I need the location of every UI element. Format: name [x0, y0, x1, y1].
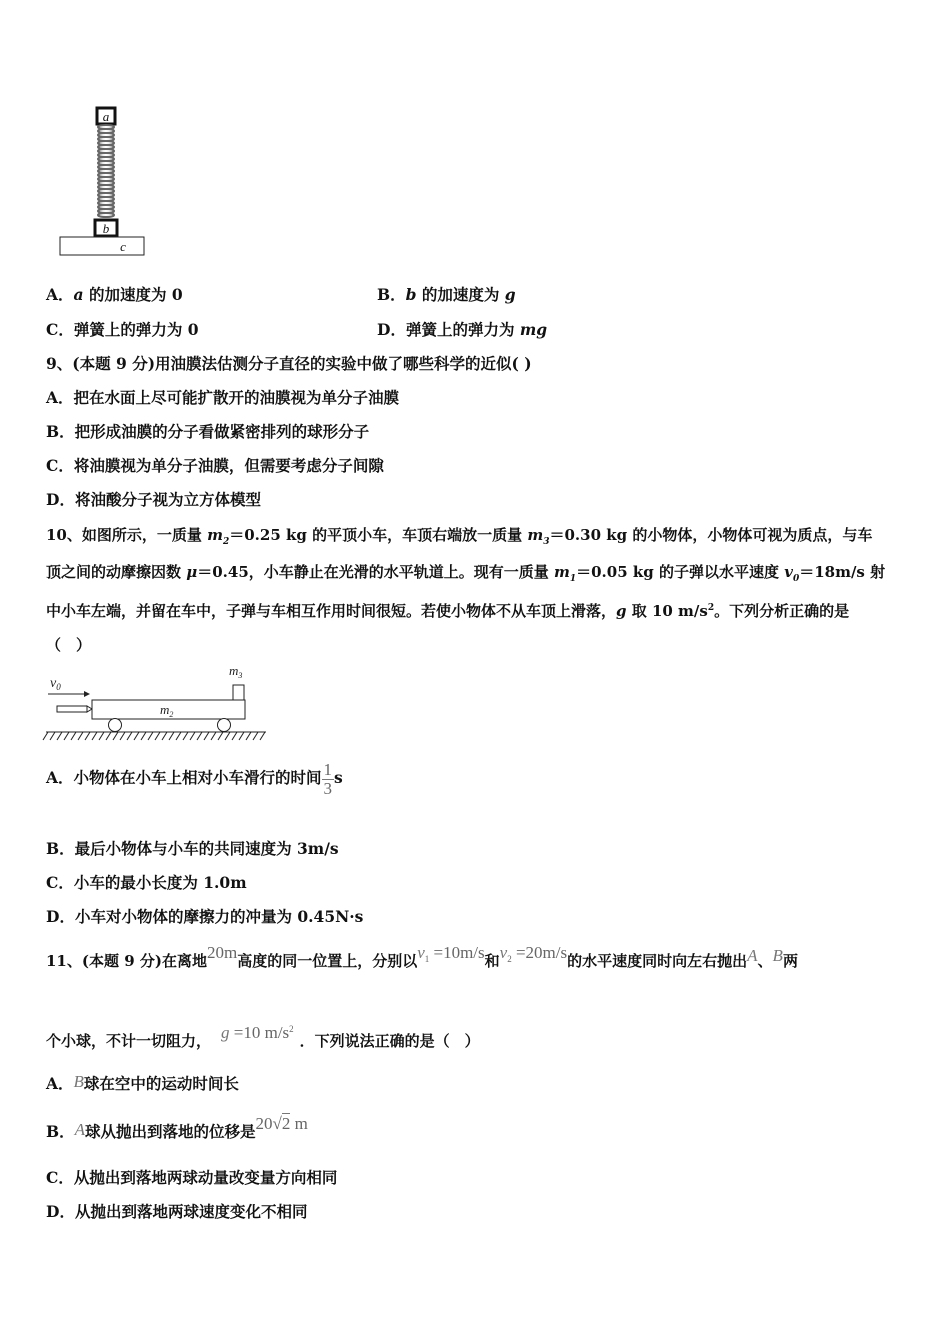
q10-option-a — [46, 752, 343, 804]
q11-l1-a: 11、(本题 9 分)在离地 — [46, 952, 207, 970]
q8-option-c-text: 弹簧上的弹力为 0 — [73, 320, 199, 339]
q9-option-d-label: D． — [46, 490, 75, 509]
q9-option-c-label: C． — [46, 456, 74, 475]
q8-option-c — [46, 320, 199, 340]
q10-option-c-label: C． — [46, 873, 74, 892]
bullet-tip — [87, 706, 92, 712]
sqrt-unit: m — [290, 1114, 308, 1133]
v1-sub: 1 — [424, 954, 430, 964]
q11-l1-v2 — [500, 944, 567, 962]
q8-option-b-g: g — [504, 285, 516, 304]
q11-option-d — [46, 1202, 307, 1222]
q11-option-a — [46, 1074, 239, 1094]
q11-stem-line-2 — [46, 1020, 480, 1054]
q9-option-b — [46, 422, 369, 442]
q10-l2-mu: μ — [186, 563, 198, 581]
v2-value: =20m/s — [511, 943, 568, 962]
q11-option-a-var: B — [73, 1072, 84, 1091]
q11-option-a-text: 球在空中的运动时间长 — [83, 1074, 239, 1093]
q10-option-c-text: 小车的最小长度为 1.0m — [73, 873, 247, 892]
block-b-label: b — [102, 221, 110, 236]
q9-option-c — [46, 456, 384, 476]
q10-l2-c: ＝0.05 kg 的子弹以水平速度 — [576, 563, 785, 581]
q11-option-b-text: 球从抛出到落地的位移是 — [85, 1122, 256, 1141]
q10-l1-b: ＝0.25 kg 的平顶小车，车顶右端放一质量 — [229, 526, 528, 544]
wheel-right — [218, 719, 231, 732]
spring — [98, 125, 114, 217]
q10-l3-g: g — [616, 602, 627, 620]
q10-option-b-label: B． — [46, 839, 75, 858]
q10-option-a-label: A． — [46, 768, 74, 787]
v2-sub: 2 — [507, 954, 512, 964]
q10-option-b-text: 最后小物体与小车的共同速度为 3m/s — [74, 839, 339, 858]
q8-option-b-var: b — [405, 285, 417, 304]
q10-l2-d: ＝18m/s 射 — [799, 563, 886, 581]
v1-value: =10m/s — [429, 943, 485, 962]
q10-option-d-text: 小车对小物体的摩擦力的冲量为 0.45N·s — [74, 907, 364, 926]
q10-l1-m3: m — [527, 526, 544, 544]
g-value: =10 m/s — [229, 1023, 290, 1042]
q10-l2-v0sub: 0 — [792, 574, 800, 584]
q11-option-d-label: D． — [46, 1202, 75, 1221]
q11-l1-ball-b: B — [772, 946, 783, 965]
q10-l1-c: ＝0.30 kg 的小物体，小物体可视为质点，与车 — [549, 526, 873, 544]
q8-option-c-label: C． — [46, 320, 74, 339]
q9-option-c-text: 将油膜视为单分子油膜，但需要考虑分子间隙 — [73, 456, 384, 475]
v2-symbol: v — [499, 943, 508, 962]
q11-option-b-label: B． — [46, 1122, 75, 1141]
fig-v0-label: $v_0$ — [50, 676, 61, 692]
q10-l3-c: 。下列分析正确的是 — [714, 602, 850, 620]
q11-option-b — [46, 1112, 308, 1152]
q10-l2-b: ＝0.45，小车静止在光滑的水平轨道上。现有一质量 — [197, 563, 554, 581]
q8-option-b-label: B． — [377, 285, 406, 304]
q8-option-d-label: D． — [377, 320, 406, 339]
q8-option-d — [377, 320, 547, 340]
q9-option-d-text: 将油酸分子视为立方体模型 — [74, 490, 261, 509]
q10-option-a-fraction — [322, 761, 335, 798]
q8-option-d-mg: mg — [519, 320, 548, 339]
q9-option-b-text: 把形成油膜的分子看做紧密排列的球形分子 — [74, 422, 370, 441]
q11-option-c-label: C． — [46, 1168, 74, 1187]
small-object — [233, 685, 244, 700]
wheel-left — [109, 719, 122, 732]
q10-l3-b: 取 10 m/s — [626, 602, 708, 620]
q11-l1-height: 20m — [206, 943, 238, 962]
velocity-arrowhead — [84, 691, 90, 697]
q8-option-d-text: 弹簧上的弹力为 — [405, 320, 520, 339]
fraction-numerator: 1 — [323, 759, 333, 779]
v1-symbol: v — [417, 943, 425, 962]
q8-option-b — [377, 285, 516, 305]
q8-option-a-var: a — [73, 285, 84, 304]
q10-l3-sup: 2 — [707, 603, 715, 613]
q11-option-b-math — [256, 1114, 308, 1133]
q10-l3-a: 中小车左端，并留在车中，子弹与车相互作用时间很短。若使小物体不从车顶上滑落， — [46, 602, 617, 620]
spring-block-figure — [55, 100, 155, 265]
q9-option-a-label: A． — [46, 388, 74, 407]
q11-l2-gravity — [221, 1024, 294, 1042]
sqrt-icon: √ — [272, 1114, 282, 1133]
q10-stem-line-4: （ ） — [46, 636, 92, 654]
q11-option-c — [46, 1168, 337, 1188]
q10-option-a-text: 小物体在小车上相对小车滑行的时间 — [73, 768, 322, 787]
q10-stem-line-1 — [46, 525, 872, 552]
q9-option-a — [46, 388, 399, 408]
q11-l1-e: 、 — [757, 952, 773, 970]
q10-l1-a: 10、如图所示，一质量 — [46, 526, 208, 544]
block-a-label: a — [102, 109, 110, 124]
q11-l1-f: 两 — [782, 952, 798, 970]
q11-l1-b: 高度的同一位置上，分别以 — [237, 952, 418, 970]
q11-option-c-text: 从抛出到落地两球动量改变量方向相同 — [73, 1168, 338, 1187]
q8-option-a-text: 的加速度为 0 — [83, 285, 183, 304]
q11-stem-line-1 — [46, 943, 798, 976]
q11-l1-ball-a: A — [747, 946, 758, 965]
bullet — [57, 706, 87, 712]
q11-l1-c: 和 — [484, 952, 500, 970]
object-m3-label: $m_3$ — [229, 663, 243, 680]
q10-option-d — [46, 907, 363, 927]
cart-m2-label: $m_2$ — [160, 702, 174, 719]
q9-option-d — [46, 490, 261, 510]
q10-l2-v0: v — [784, 563, 793, 581]
q10-l2-m1: m — [553, 563, 570, 581]
sqrt-coefficient: 20 — [255, 1114, 273, 1133]
q11-l1-d: 的水平速度同时向左右抛出 — [567, 952, 748, 970]
q10-l2-m1sub: 1 — [569, 574, 577, 584]
g-symbol: g — [221, 1023, 230, 1042]
q10-stem-line-3 — [46, 598, 849, 621]
track-hatching — [43, 732, 265, 740]
q9-stem: 9、(本题 9 分)用油膜法估测分子直径的实验中做了哪些科学的近似( ) — [46, 354, 532, 373]
g-sup: 2 — [289, 1024, 294, 1034]
q9-option-a-text: 把在水面上尽可能扩散开的油膜视为单分子油膜 — [73, 388, 400, 407]
fraction-denominator: 3 — [323, 778, 333, 798]
q10-option-c — [46, 873, 247, 893]
sqrt-radicand: 2 — [281, 1114, 291, 1133]
cart-bullet-figure — [42, 660, 272, 745]
q11-option-b-var: A — [74, 1120, 85, 1139]
q11-option-a-label: A． — [46, 1074, 74, 1093]
q11-l1-v1 — [417, 944, 484, 962]
base-c — [60, 237, 144, 255]
q10-l1-m3sub: 3 — [543, 537, 550, 547]
q11-l2-b: ．下列说法正确的是（ ） — [299, 1032, 480, 1050]
q10-l2-a: 顶之间的动摩擦因数 — [46, 563, 187, 581]
q10-stem-line-2 — [46, 562, 885, 589]
q11-l2-a: 个小球，不计一切阻力， — [46, 1032, 212, 1050]
base-c-label: c — [120, 239, 126, 254]
q10-option-d-label: D． — [46, 907, 75, 926]
q8-option-b-text: 的加速度为 — [416, 285, 505, 304]
q10-l1-m2sub: 2 — [222, 537, 230, 547]
q10-l1-m2: m — [207, 526, 223, 544]
q8-option-a — [46, 285, 183, 305]
q11-option-d-text: 从抛出到落地两球速度变化不相同 — [74, 1202, 308, 1221]
q8-option-a-label: A． — [46, 285, 74, 304]
q9-option-b-label: B． — [46, 422, 75, 441]
q10-option-a-unit: s — [334, 768, 343, 787]
q10-option-b — [46, 839, 339, 859]
